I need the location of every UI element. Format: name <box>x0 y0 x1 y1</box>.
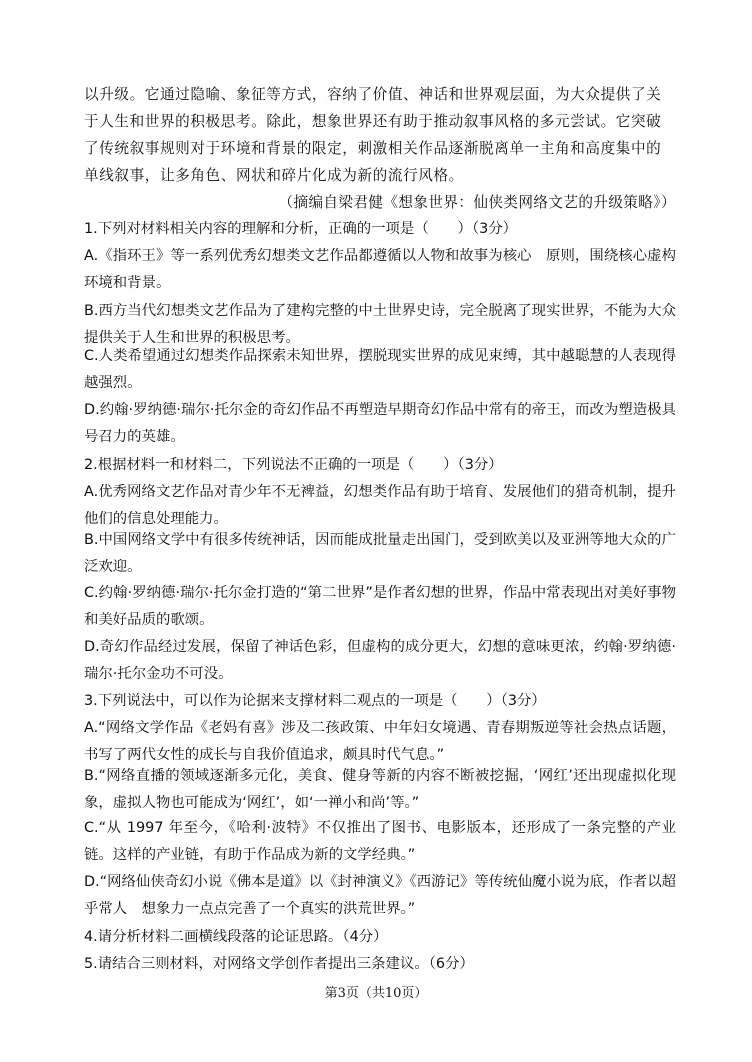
question-1-option-b: B.西方当代幻想类文艺作品为了建构完整的中土世界史诗，完全脱离了现实世界，不能为大众提供关于人生和世界的积极思考。 <box>84 303 676 347</box>
question-5-stem: 5.请结合三则材料，对网络文学创作者提出三条建议。（6分） <box>84 956 474 972</box>
question-1-stem: 1.下列对材料相关内容的理解和分析，正确的一项是（ ）（3分） <box>84 221 518 237</box>
question-3-option-b: B.“网络直播的领域逐渐多元化，美食、健身等新的内容不断被挖掘，‘网红’还出现虚拟化现象，虚拟人物也可能成为‘网红’，如‘一禅小和尚’等。” <box>84 768 676 812</box>
question-3-stem: 3.下列说法中，可以作为论据来支撑材料二观点的一项是（ ）（3分） <box>84 693 546 709</box>
question-2-option-c: C.约翰·罗纳德·瑞尔·托尔金打造的“第二世界”是作者幻想的世界，作品中常表现出对美好事物和美好品质的歌颂。 <box>84 585 676 629</box>
question-1-option-c: C.人类希望通过幻想类作品探索未知世界，摆脱现实世界的成见束缚，其中越聪慧的人表现得越强烈。 <box>84 348 676 392</box>
question-2-option-a: A.优秀网络文艺作品对青少年不无裨益，幻想类作品有助于培育、发展他们的猎奇机制，提升他们的信息处理能力。 <box>84 484 676 528</box>
page-number: 第3页（共10页） <box>324 986 428 1001</box>
question-2-stem: 2.根据材料一和材料二，下列说法不正确的一项是（ ）（3分） <box>84 457 503 473</box>
question-2-option-b: B.中国网络文学中有很多传统神话，因而能成批量走出国门，受到欧美以及亚洲等地大众的广泛欢迎。 <box>84 532 676 576</box>
passage-paragraph: 以升级。它通过隐喻、象征等方式，容纳了价值、神话和世界观层面，为大众提供了关于人生和世界的积极思考。除此，想象世界还有助于推动叙事风格的多元尝试。它突破了传统叙事规则对于环境和背景的限定，刺激相关作品逐渐脱离单一主角和高度集中的单线叙事，让多角色、网状和碎片化成为新的流行风格。 <box>84 86 662 184</box>
question-1-option-d: D.约翰·罗纳德·瑞尔·托尔金的奇幻作品不再塑造早期奇幻作品中常有的帝王，而改为塑造极具号召力的英雄。 <box>84 402 676 446</box>
question-3-option-c: C.“从 1997 年至今，《哈利·波特》不仅推出了图书、电影版本，还形成了一条完整的产业链。这样的产业链，有助于作品成为新的文学经典。” <box>84 820 676 864</box>
question-2-option-d: D.奇幻作品经过发展，保留了神话色彩，但虚构的成分更大，幻想的意味更浓，约翰·罗纳德·瑞尔·托尔金功不可没。 <box>84 639 676 683</box>
question-4-stem: 4.请分析材料二画横线段落的论证思路。（4分） <box>84 929 388 945</box>
question-1-option-a: A.《指环王》等一系列优秀幻想类文艺作品都遵循以人物和故事为核心 原则，围绕核心虚构环境和背景。 <box>84 248 676 292</box>
question-3-option-d: D.“网络仙侠奇幻小说《佛本是道》以《封神演义》《西游记》等传统仙魔小说为底，作者以超乎常人 想象力一点点完善了一个真实的洪荒世界。” <box>84 874 676 918</box>
question-3-option-a: A.“网络文学作品《老妈有喜》涉及二孩政策、中年妇女境遇、青春期叛逆等社会热点话题，书写了两代女性的成长与自我价值追求，颇具时代气息。” <box>84 720 676 764</box>
passage-source: （摘编自梁君健《想象世界：仙侠类网络文艺的升级策略》） <box>278 194 676 211</box>
